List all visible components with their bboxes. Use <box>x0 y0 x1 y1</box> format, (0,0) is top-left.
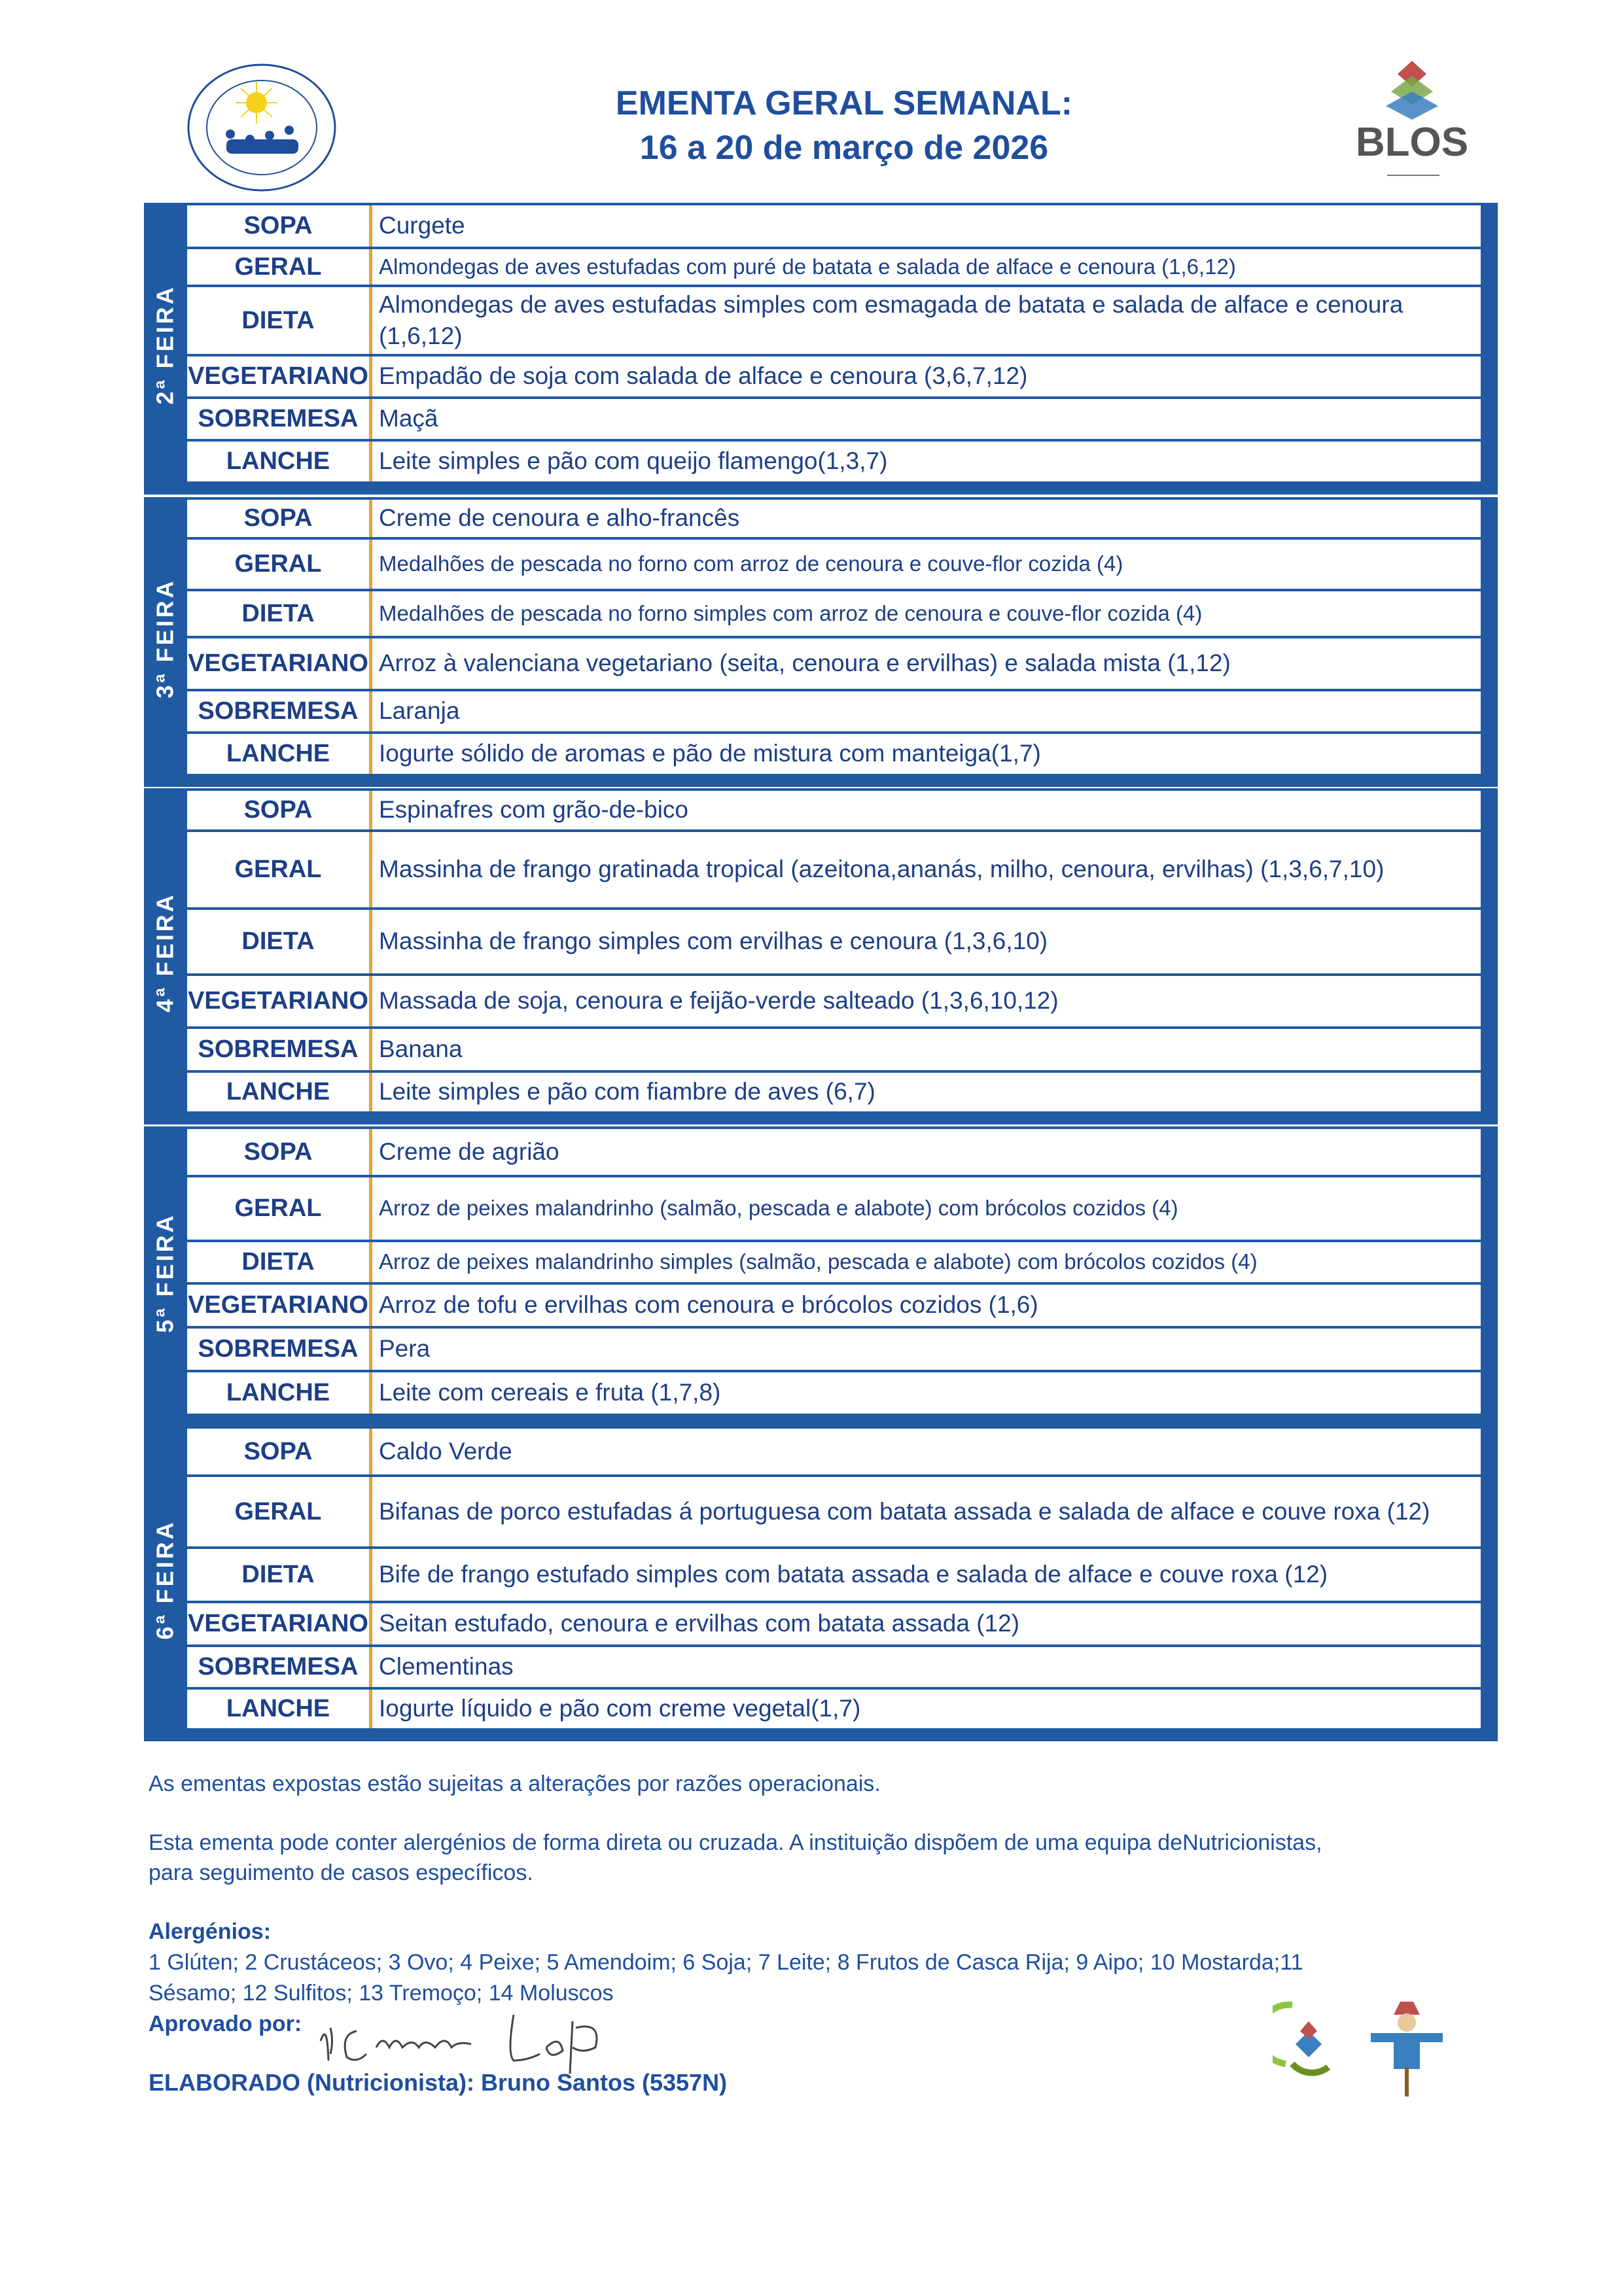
menu-row <box>187 1329 1481 1372</box>
day-band <box>144 791 187 1114</box>
day-band <box>144 1129 187 1416</box>
menu-row <box>187 1429 1481 1477</box>
meal-type: LANCHE <box>187 734 372 774</box>
menu-row <box>187 791 1481 832</box>
meal-type: GERAL <box>187 540 372 589</box>
menu-row <box>187 1690 1481 1731</box>
meal-type: DIETA <box>187 1549 372 1601</box>
menu-row <box>187 591 1481 638</box>
day-block <box>144 788 1498 1124</box>
day-rows <box>187 1429 1481 1731</box>
meal-description: Pera <box>379 1335 431 1363</box>
day-rows <box>187 205 1481 484</box>
meal-description: Bifanas de porco estufadas á portuguesa com batata assada e salada de alface e couve roxa (12) <box>379 1497 1430 1525</box>
meal-description: Creme de cenoura e alho-francês <box>379 504 740 532</box>
allergen-note-line1: Esta ementa pode conter alergénios de forma direta ou cruzada. A instituição dispõem de uma equipa deNutricionistas, <box>149 1830 1322 1855</box>
svg-text:BLOS: BLOS <box>1355 120 1469 165</box>
meal-description: Arroz à valenciana vegetariano (seita, cenoura e ervilhas) e salada mista (1,12) <box>379 650 1231 677</box>
menu-row <box>187 1477 1481 1549</box>
meal-type: VEGETARIANO <box>187 1603 372 1644</box>
meal-type: SOPA <box>187 1429 372 1474</box>
menu-row <box>187 910 1481 976</box>
menu-row <box>187 691 1481 734</box>
allergens-title: Alergénios: <box>149 1919 272 1944</box>
menu-row <box>187 540 1481 591</box>
blos-logo <box>1354 58 1469 179</box>
meal-type: VEGETARIANO <box>187 638 372 689</box>
day-label: 2ª FEIRA <box>152 285 179 405</box>
meal-type: SOPA <box>187 1129 372 1175</box>
meal-description: Arroz de peixes malandrinho (salmão, pescada e alabote) com brócolos cozidos (4) <box>379 1196 1178 1221</box>
meal-type: GERAL <box>187 1177 372 1240</box>
menu-row <box>187 500 1481 540</box>
menu-row <box>187 442 1481 484</box>
day-rows <box>187 1129 1481 1416</box>
menu-row <box>187 1285 1481 1329</box>
meal-type: DIETA <box>187 910 372 973</box>
meal-description: Iogurte sólido de aromas e pão de mistura com manteiga(1,7) <box>379 740 1041 767</box>
menu-row <box>187 205 1481 249</box>
elaborated-by: ELABORADO (Nutricionista): Bruno Santos (5357N) <box>149 2069 728 2096</box>
meal-description: Seitan estufado, cenoura e ervilhas com batata assada (12) <box>379 1610 1020 1637</box>
day-rows <box>187 791 1481 1114</box>
menu-row <box>187 1647 1481 1690</box>
meal-type: SOBREMESA <box>187 691 372 731</box>
menu-row <box>187 249 1481 287</box>
day-band <box>144 205 187 484</box>
day-block <box>144 203 1498 495</box>
meal-description: Clementinas <box>379 1653 514 1680</box>
sustainable-food-logo <box>1273 1985 1345 2096</box>
operational-note: As ementas expostas estão sujeitas a alterações por razões operacionais. <box>149 1771 881 1796</box>
menu-row <box>187 1372 1481 1416</box>
meal-type: VEGETARIANO <box>187 1285 372 1326</box>
day-band <box>144 1429 187 1731</box>
meal-type: LANCHE <box>187 1372 372 1414</box>
meal-type: VEGETARIANO <box>187 976 372 1026</box>
meal-description: Leite com cereais e fruta (1,7,8) <box>379 1379 721 1406</box>
page-title: EMENTA GERAL SEMANAL: <box>615 84 1073 122</box>
meal-type: SOPA <box>187 205 372 247</box>
menu-row <box>187 1603 1481 1647</box>
meal-type: SOPA <box>187 500 372 537</box>
menu-row <box>187 734 1481 776</box>
meal-type: SOPA <box>187 791 372 829</box>
menu-row <box>187 1242 1481 1285</box>
menu-row <box>187 1073 1481 1114</box>
meal-description: Massada de soja, cenoura e feijão-verde salteado (1,3,6,10,12) <box>379 987 1059 1015</box>
meal-description: Massinha de frango simples com ervilhas e cenoura (1,3,6,10) <box>379 928 1048 955</box>
meal-type: LANCHE <box>187 1690 372 1728</box>
day-label: 4ª FEIRA <box>152 892 179 1013</box>
meal-type: DIETA <box>187 591 372 636</box>
day-block <box>144 1426 1498 1741</box>
allergen-note <box>149 1828 1322 1888</box>
menu-row <box>187 287 1481 357</box>
meal-description: Caldo Verde <box>379 1437 512 1465</box>
day-label: 5ª FEIRA <box>152 1212 179 1333</box>
meal-description: Maçã <box>379 405 438 432</box>
meal-description: Espinafres com grão-de-bico <box>379 796 688 824</box>
menu-row <box>187 976 1481 1029</box>
meal-type: GERAL <box>187 1477 372 1546</box>
meal-description: Bife de frango estufado simples com batata assada e salada de alface e couve roxa (12) <box>379 1561 1328 1588</box>
meal-description: Medalhões de pescada no forno simples com arroz de cenoura e couve-flor cozida (4) <box>379 600 1203 625</box>
day-label: 3ª FEIRA <box>152 578 179 699</box>
meal-type: SOBREMESA <box>187 399 372 439</box>
meal-description: Banana <box>379 1035 463 1063</box>
menu-row <box>187 638 1481 691</box>
signature <box>317 2002 736 2074</box>
menu-row <box>187 1129 1481 1177</box>
day-block <box>144 497 1498 787</box>
meal-description: Almondegas de aves estufadas com puré de batata e salada de alface e cenoura (1,6,12) <box>379 254 1236 279</box>
scarecrow-mascot <box>1364 2002 1449 2100</box>
meal-type: DIETA <box>187 287 372 354</box>
day-band <box>144 500 187 776</box>
approved-label: Aprovado por: <box>149 2011 302 2036</box>
meal-type: LANCHE <box>187 1073 372 1111</box>
day-label: 6ª FEIRA <box>152 1520 179 1640</box>
meal-description: Iogurte líquido e pão com creme vegetal(1,7) <box>379 1695 861 1722</box>
meal-description: Creme de agrião <box>379 1138 559 1165</box>
meal-type: SOBREMESA <box>187 1647 372 1687</box>
meal-type: GERAL <box>187 832 372 907</box>
menu-row <box>187 399 1481 442</box>
page-subtitle: 16 a 20 de março de 2026 <box>639 129 1049 167</box>
allergens-line1: 1 Glúten; 2 Crustáceos; 3 Ovo; 4 Peixe; 5 Amendoim; 6 Soja; 7 Leite; 8 Frutos de Casca Rija; 9 Aipo; 10 Mostarda;11 <box>149 1949 1303 1975</box>
apac-logo <box>185 62 339 193</box>
menu-row <box>187 1029 1481 1073</box>
day-block <box>144 1126 1498 1427</box>
meal-description: Laranja <box>379 697 460 725</box>
meal-type: GERAL <box>187 249 372 285</box>
day-rows <box>187 500 1481 776</box>
meal-description: Curgete <box>379 212 465 239</box>
menu-row <box>187 1177 1481 1242</box>
meal-type: VEGETARIANO <box>187 357 372 396</box>
allergen-note-line2: para seguimento de casos específicos. <box>149 1860 533 1885</box>
meal-description: Arroz de peixes malandrinho simples (salmão, pescada e alabote) com brócolos cozidos (4) <box>379 1249 1258 1274</box>
meal-description: Leite simples e pão com queijo flamengo(1,3,7) <box>379 447 888 475</box>
allergens-line2: Sésamo; 12 Sulfitos; 13 Tremoço; 14 Moluscos <box>149 1980 614 2006</box>
meal-description: Arroz de tofu e ervilhas com cenoura e brócolos cozidos (1,6) <box>379 1291 1038 1319</box>
menu-row <box>187 1549 1481 1603</box>
meal-description: Massinha de frango gratinada tropical (azeitona,ananás, milho, cenoura, ervilhas) (1,3,6,7,10) <box>379 856 1385 883</box>
meal-type: SOBREMESA <box>187 1329 372 1370</box>
menu-row <box>187 832 1481 910</box>
meal-type: SOBREMESA <box>187 1029 372 1070</box>
meal-description: Empadão de soja com salada de alface e cenoura (3,6,7,12) <box>379 362 1028 390</box>
meal-description: Leite simples e pão com fiambre de aves (6,7) <box>379 1078 875 1105</box>
meal-type: LANCHE <box>187 442 372 481</box>
menu-row <box>187 357 1481 399</box>
meal-type: DIETA <box>187 1242 372 1282</box>
meal-description: Almondegas de aves estufadas simples com esmagada de batata e salada de alface e cenoura (1,6,12) <box>379 290 1403 349</box>
meal-description: Medalhões de pescada no forno com arroz de cenoura e couve-flor cozida (4) <box>379 551 1123 576</box>
